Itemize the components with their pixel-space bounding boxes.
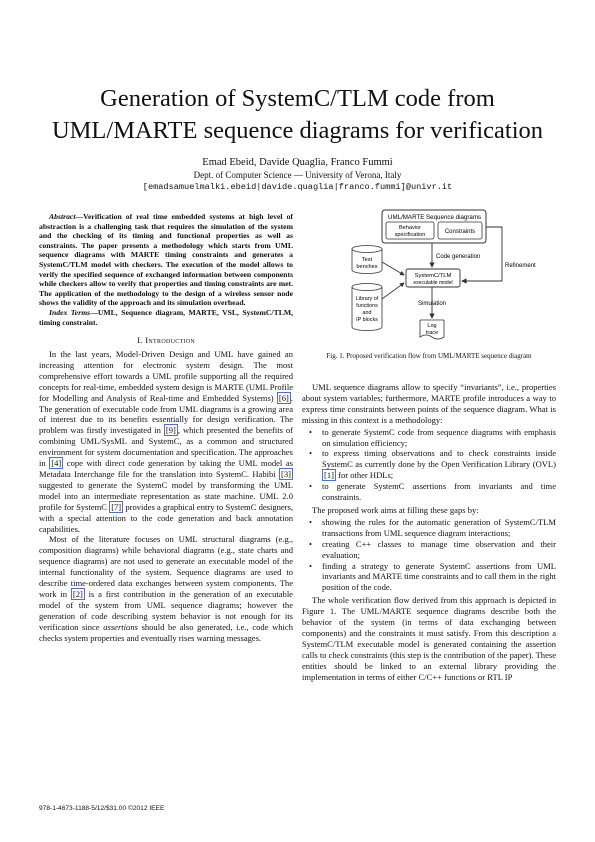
list-item: • showing the rules for the automatic generation of SystemC/TLM transactions from UML sequence diagram interactions;	[302, 517, 556, 539]
list-item: • finding a strategy to generate SystemC assertions from UML invariants and MARTE time constraints and to call them in the right position of the code.	[302, 561, 556, 594]
abstract	[39, 212, 293, 308]
intro-paragraph-1	[39, 349, 293, 534]
abstract-lead: Abstract	[49, 212, 76, 221]
figure-verification-flow	[302, 207, 556, 357]
text-run: to express timing observations and to check constraints inside SystemC as currently done by the Open Verification Library (OVL)	[322, 448, 556, 470]
index-terms-text: —UML, Sequence diagram, MARTE, VSL, SystemC/TLM, timing constraint.	[39, 307, 293, 327]
list-item: • to generate SystemC assertions from invariants and time constraints.	[302, 481, 556, 503]
section-title: Introduction	[145, 335, 196, 346]
right-paragraph-3: The whole verification flow derived from this approach is depicted in Figure 1. The UML/MARTE sequence diagrams describe both the behavior of the system (in terms of data exchanging between components) and the constraints it must satisfy. From this description a SystemC/TLM executable model is generated containing the assertion calls to check constraints (this step is the contribution of the paper). These entities should be linked to an external library providing the implementation in terms of either C/C++ functions or RTL IP	[302, 595, 556, 682]
methodology-list	[302, 427, 556, 503]
citation-link-3[interactable]: [3]	[281, 469, 291, 479]
db-library-label-1: Library of	[355, 296, 379, 302]
citation-link-7[interactable]: [7]	[111, 501, 122, 512]
authors: Emad Ebeid, Davide Quaglia, Franco Fummi	[202, 157, 393, 168]
affiliation: Dept. of Computer Science — University of Verona, Italy	[193, 170, 402, 180]
abstract-text: —Verification of real time embedded systems at high level of abstraction is a challenging task that requires the simulation of the system and the checking of its timing and functional properties as well as constraints. The paper presents a methodology which starts from UML sequence diagrams with MARTE timing constraints and generates a SystemC/TLM model with checkers. The execution of the model allows to verify the specified sequence of exchanged information between components while checkers allow to verify that properties and timing constraints are met. The application of the methodology to the design of a wireless sensor node shows the validity of the approach and its simulation overhead.	[39, 212, 293, 308]
citation-link-2[interactable]: [2]	[72, 588, 83, 599]
citation-link-4[interactable]: [4]	[51, 458, 62, 469]
arrow-testbench	[382, 262, 404, 275]
right-paragraph-1: UML sequence diagrams allow to specify “invariants”, i.e., properties about system variables; furthermore, MARTE profile introduces a way to express time constraints between points of the sequence diagram. What is missing in this context is a methodology:	[302, 382, 556, 425]
section-number: I.	[136, 335, 146, 346]
citation-link-1[interactable]: [1]	[324, 470, 334, 481]
copyright-footer: 978-1-4673-1188-5/12/$31.00 ©2012 IEEE	[39, 805, 165, 812]
behavior-label-1: Behavior	[398, 225, 422, 231]
systemc-label-2: executable model	[413, 280, 453, 286]
intro-paragraph-2	[39, 534, 293, 643]
citation-link-6[interactable]: [6]	[278, 392, 289, 403]
text-run: , which presented the benefits of combining UML/SysML and SystemC, as a common and structured environment for system documentation and specification. The approaches in	[39, 425, 293, 469]
text-run: should be also generated, i.e., code which checks system properties and eventually rises warning messages.	[39, 621, 293, 643]
index-terms	[39, 308, 293, 327]
author-emails: [emadsamuelmalki.ebeid|davide.quaglia|franco.fummi]@univr.it	[142, 182, 453, 192]
text-run: for other HDLs;	[335, 470, 394, 481]
right-paragraph-2: The proposed work aims at filling these gaps by:	[312, 504, 479, 515]
paper-title	[40, 83, 555, 147]
log-label-1: Log	[427, 323, 437, 329]
text-run: . The generation of executable code from UML diagrams is a growing area of interest due to its benefits essentially for design verification. The problem was firstly investigated in	[39, 392, 293, 436]
text-run: cope with direct code generation by taking the UML model as Metadata Interchange file for the translation into SystemC. Habibi	[39, 458, 293, 479]
db-library-label-4: IP blocks	[356, 317, 378, 323]
citation-link-9[interactable]: [9]	[165, 425, 176, 436]
contribution-list	[302, 517, 556, 593]
section-heading-introduction	[39, 335, 293, 346]
uml-marte-label: UML/MARTE Sequence diagrams	[388, 214, 482, 221]
refinement-label: Refinement	[505, 263, 536, 269]
right-column	[302, 382, 556, 682]
title-line-2: UML/MARTE sequence diagrams for verification	[51, 117, 544, 144]
list-item: • creating C++ classes to manage time observation and their evaluation;	[302, 539, 556, 561]
figure-caption: Fig. 1. Proposed verification flow from UML/MARTE sequence diagram	[326, 352, 532, 360]
systemc-label-1: SystemC/TLM	[414, 273, 452, 279]
text-run: Most of the literature focuses on UML structural diagrams (e.g., composition diagrams) while behavioral diagrams (e.g., state charts and sequence diagrams) are not used to generate an executable model of the internal functionality of the system. Sequence diagrams are used to describe time-ordered data exchanges between system components. The work in	[39, 534, 293, 599]
emphasis: assertions	[103, 621, 138, 632]
db-testbench-label-1: Test	[361, 257, 373, 263]
simulation-label: Simulation	[418, 301, 447, 307]
list-item	[302, 448, 556, 481]
db-library-label-3: and	[362, 310, 372, 316]
title-line-1: Generation of SystemC/TLM code from	[100, 85, 495, 112]
text-run: is a first contribution in the generation of an executable model of the system from UML sequence diagrams; however the generation of code describing system behavior is not enough for its verification since	[39, 588, 293, 632]
text-run: In the last years, Model-Driven Design and UML have gained an increasing attention for electronic system design. The most comprehensive effort towards a UML profile supporting all the required concepts for real-time, embedded system design is MARTE (UML Profile for Modelling and Analysis of Real-time and Embedded Systems)	[39, 349, 293, 403]
db-library-label-2: functions	[356, 303, 378, 309]
constraints-label: Constraints	[444, 229, 476, 235]
index-terms-lead: Index Terms	[49, 307, 91, 317]
db-testbench-label-2: benches	[356, 264, 378, 270]
log-label-2: trace	[425, 330, 439, 336]
behavior-label-2: specification	[394, 232, 426, 238]
code-generation-label: Code generation	[436, 254, 481, 260]
arrow-library	[382, 283, 404, 299]
text-run: suggested to generate the SystemC model by transforming the UML model into an intermediate representation as state machine. UML 2.0 profile for SystemC	[39, 479, 293, 512]
text-run: provides a graphical entry to SystemC designers, with a special attention to the code generation and back annotation capabilities.	[39, 501, 293, 534]
left-column	[39, 212, 293, 644]
list-item: • to generate SystemC code from sequence diagrams with emphasis on simulation efficiency;	[302, 427, 556, 449]
